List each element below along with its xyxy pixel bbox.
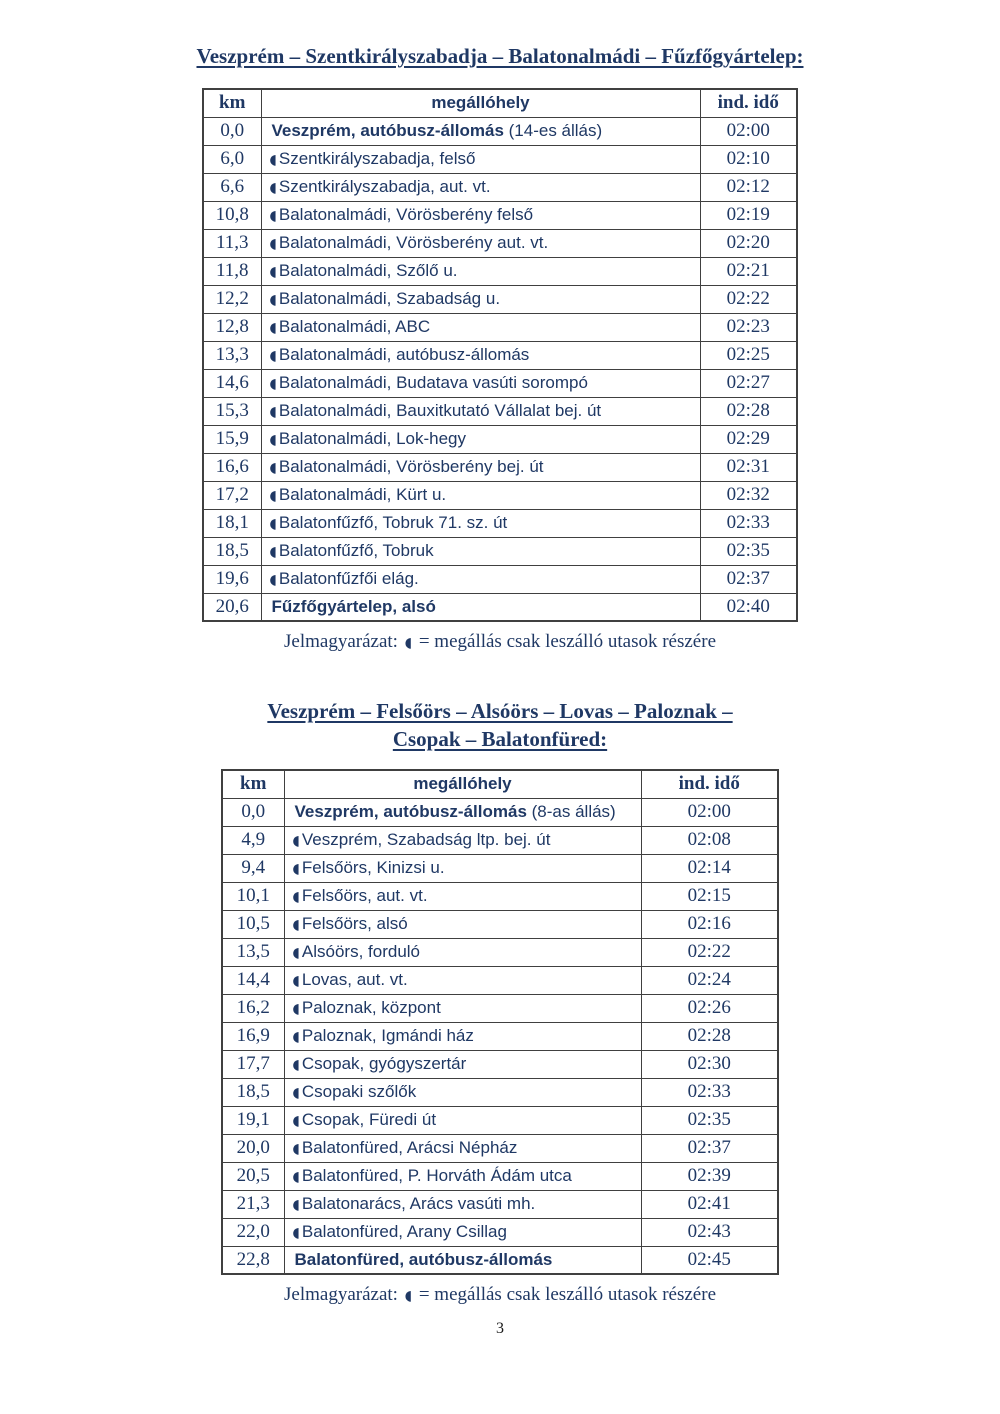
km-value: 0,0 [222,798,284,826]
stop-name: Balatonfűzfő, Tobruk 71. sz. út [278,513,508,532]
alight-only-icon: ◖ [269,292,277,308]
departure-time: 02:33 [700,509,797,537]
stop-cell [261,537,700,565]
alight-only-icon: ◖ [269,488,277,504]
km-value: 19,1 [222,1106,284,1134]
col-header-stop: megállóhely [284,770,641,798]
stop-cell [261,257,700,285]
departure-time: 02:41 [641,1190,778,1218]
km-value: 11,8 [203,257,261,285]
col-header-time: ind. idő [700,89,797,117]
departure-time: 02:00 [641,798,778,826]
km-value: 10,1 [222,882,284,910]
table-row [203,565,797,593]
timetable-table [202,88,798,622]
alight-only-icon: ◖ [269,432,277,448]
departure-time: 02:21 [700,257,797,285]
km-value: 17,2 [203,481,261,509]
departure-time: 02:22 [700,285,797,313]
km-value: 12,8 [203,313,261,341]
stop-name: Balatonalmádi, Vörösberény bej. út [278,457,544,476]
departure-time: 02:28 [641,1022,778,1050]
departure-time: 02:12 [700,173,797,201]
stop-note: (14-es állás) [503,121,603,140]
stop-name: Felsőörs, alsó [301,914,408,933]
legend-text: = megállás csak leszálló utasok részére [418,1284,716,1305]
header-row [222,770,778,798]
km-value: 13,5 [222,938,284,966]
legend-label: Jelmagyarázat: [284,631,398,652]
table-row [203,285,797,313]
col-header-stop: megállóhely [261,89,700,117]
table-row [222,1134,778,1162]
stop-cell [284,1134,641,1162]
alight-only-icon: ◖ [292,1057,300,1073]
table-row [222,966,778,994]
departure-time: 02:37 [641,1134,778,1162]
alight-only-icon: ◖ [292,1141,300,1157]
km-value: 15,9 [203,425,261,453]
stop-name: Balatonalmádi, Szőlő u. [278,261,458,280]
departure-time: 02:10 [700,145,797,173]
stop-cell [261,285,700,313]
alight-only-icon: ◖ [269,516,277,532]
stop-cell [284,1246,641,1274]
departure-time: 02:43 [641,1218,778,1246]
departure-time: 02:31 [700,453,797,481]
stop-name: Felsőörs, aut. vt. [301,886,428,905]
stop-cell [261,565,700,593]
departure-time: 02:35 [641,1106,778,1134]
departure-time: 02:28 [700,397,797,425]
stop-cell [261,481,700,509]
km-value: 14,6 [203,369,261,397]
departure-time: 02:25 [700,341,797,369]
col-header-time: ind. idő [641,770,778,798]
legend-label: Jelmagyarázat: [284,1284,398,1305]
km-value: 12,2 [203,285,261,313]
stop-cell [284,1022,641,1050]
stop-name: Veszprém, Szabadság ltp. bej. út [301,830,551,849]
departure-time: 02:22 [641,938,778,966]
page-number: 3 [496,1320,504,1337]
alight-only-icon: ◖ [269,180,277,196]
stop-cell [284,798,641,826]
stop-cell [261,117,700,145]
stop-name: Felsőörs, Kinizsi u. [301,858,445,877]
stop-note: (8-as állás) [526,802,616,821]
table-row [222,1050,778,1078]
stop-cell [284,1162,641,1190]
table-row [222,1106,778,1134]
alight-only-icon: ◖ [292,1169,300,1185]
departure-time: 02:29 [700,425,797,453]
table-row [203,313,797,341]
table-row [222,994,778,1022]
km-value: 11,3 [203,229,261,257]
alight-only-icon: ◖ [269,460,277,476]
table-row [203,509,797,537]
timetable-table [221,769,779,1275]
stop-name: Paloznak, központ [301,998,441,1017]
alight-only-icon: ◖ [292,833,300,849]
departure-time: 02:00 [700,117,797,145]
alight-only-icon: ◖ [292,917,300,933]
km-value: 20,5 [222,1162,284,1190]
departure-time: 02:14 [641,854,778,882]
stop-name: Balatonfűzfői elág. [278,569,419,588]
table-row [222,910,778,938]
table-row [222,1078,778,1106]
stop-name: Balatonarács, Arács vasúti mh. [301,1194,536,1213]
alight-only-icon: ◖ [292,945,300,961]
stop-cell [284,1078,641,1106]
table-row [203,201,797,229]
km-value: 21,3 [222,1190,284,1218]
table-row [203,117,797,145]
table-row [203,481,797,509]
departure-time: 02:33 [641,1078,778,1106]
stop-name: Balatonalmádi, autóbusz-állomás [278,345,530,364]
km-value: 4,9 [222,826,284,854]
stop-cell [261,453,700,481]
table-row [222,882,778,910]
stop-cell [284,882,641,910]
stop-name: Lovas, aut. vt. [301,970,408,989]
departure-time: 02:45 [641,1246,778,1274]
km-value: 10,8 [203,201,261,229]
stop-name: Balatonfűzfő, Tobruk [278,541,434,560]
stop-name: Csopak, Füredi út [301,1110,437,1129]
table-row [222,854,778,882]
route-title [0,697,1000,753]
col-header-km: km [203,89,261,117]
table-row [203,425,797,453]
alight-only-icon: ◖ [292,973,300,989]
departure-time: 02:40 [700,593,797,621]
stop-cell [261,369,700,397]
departure-time: 02:26 [641,994,778,1022]
stop-cell [261,425,700,453]
stop-cell [284,826,641,854]
km-value: 13,3 [203,341,261,369]
departure-time: 02:32 [700,481,797,509]
departure-time: 02:19 [700,201,797,229]
stop-cell [261,593,700,621]
stop-name: Balatonalmádi, Vörösberény felső [278,205,534,224]
legend-line [0,1283,1000,1308]
stop-name: Szentkirályszabadja, aut. vt. [278,177,491,196]
stop-name: Balatonalmádi, Kürt u. [278,485,447,504]
departure-time: 02:16 [641,910,778,938]
table-row [222,1218,778,1246]
stop-cell [284,1218,641,1246]
stop-name: Csopak, gyógyszertár [301,1054,467,1073]
table-row [203,593,797,621]
route-section-2 [0,697,1000,1308]
alight-only-icon: ◖ [269,152,277,168]
stop-cell [261,145,700,173]
stop-cell [261,201,700,229]
table-row [203,537,797,565]
km-value: 19,6 [203,565,261,593]
table-row [203,341,797,369]
alight-only-icon: ◖ [292,1113,300,1129]
legend-text: = megállás csak leszálló utasok részére [418,631,716,652]
stop-cell [284,1106,641,1134]
stop-name: Szentkirályszabadja, felső [278,149,476,168]
stop-name: Alsóörs, forduló [301,942,421,961]
stop-cell [261,341,700,369]
km-value: 18,5 [222,1078,284,1106]
stop-name: Balatonalmádi, Lok-hegy [278,429,467,448]
header-row [203,89,797,117]
alight-only-icon: ◖ [404,1288,413,1304]
table-row [222,1246,778,1274]
stop-name: Paloznak, Igmándi ház [301,1026,474,1045]
stop-cell [284,1190,641,1218]
km-value: 18,1 [203,509,261,537]
table-row [203,369,797,397]
table-row [222,826,778,854]
km-value: 17,7 [222,1050,284,1078]
departure-time: 02:08 [641,826,778,854]
table-row [203,229,797,257]
table-row [222,938,778,966]
km-value: 9,4 [222,854,284,882]
km-value: 0,0 [203,117,261,145]
table-row [222,1022,778,1050]
stop-cell [284,910,641,938]
departure-time: 02:15 [641,882,778,910]
alight-only-icon: ◖ [269,236,277,252]
stop-cell [284,854,641,882]
table-body [222,798,778,1274]
alight-only-icon: ◖ [269,572,277,588]
table-row [222,1190,778,1218]
legend-line [0,630,1000,655]
stop-cell [261,509,700,537]
stop-name: Veszprém, autóbusz-állomás [294,802,527,821]
alight-only-icon: ◖ [269,376,277,392]
km-value: 16,9 [222,1022,284,1050]
stop-name: Veszprém, autóbusz-állomás [271,121,504,140]
alight-only-icon: ◖ [292,1001,300,1017]
stop-name: Balatonalmádi, Vörösberény aut. vt. [278,233,549,252]
stop-cell [261,229,700,257]
departure-time: 02:39 [641,1162,778,1190]
table-body [203,117,797,621]
alight-only-icon: ◖ [269,544,277,560]
alight-only-icon: ◖ [269,320,277,336]
table-row [203,173,797,201]
alight-only-icon: ◖ [292,1225,300,1241]
km-value: 22,0 [222,1218,284,1246]
alight-only-icon: ◖ [404,635,413,651]
km-value: 18,5 [203,537,261,565]
departure-time: 02:27 [700,369,797,397]
alight-only-icon: ◖ [269,208,277,224]
km-value: 6,0 [203,145,261,173]
stop-cell [261,173,700,201]
stop-name: Balatonalmádi, Budatava vasúti sorompó [278,373,588,392]
route-title-line: Veszprém – Szentkirályszabadja – Balatonalmádi – Fűzfőgyártelep: [196,44,804,68]
alight-only-icon: ◖ [269,264,277,280]
route-title [0,42,1000,70]
km-value: 20,0 [222,1134,284,1162]
stop-name: Balatonfüred, P. Horváth Ádám utca [301,1166,572,1185]
alight-only-icon: ◖ [292,1085,300,1101]
table-row [203,257,797,285]
km-value: 22,8 [222,1246,284,1274]
table-row [222,1162,778,1190]
table-row [222,798,778,826]
km-value: 16,2 [222,994,284,1022]
departure-time: 02:30 [641,1050,778,1078]
stop-name: Fűzfőgyártelep, alsó [271,596,436,616]
departure-time: 02:37 [700,565,797,593]
table-row [203,453,797,481]
alight-only-icon: ◖ [292,889,300,905]
stop-cell [261,313,700,341]
km-value: 10,5 [222,910,284,938]
table-row [203,145,797,173]
alight-only-icon: ◖ [269,348,277,364]
stop-cell [284,966,641,994]
stop-name: Balatonalmádi, ABC [278,317,431,336]
stop-name: Balatonalmádi, Szabadság u. [278,289,501,308]
alight-only-icon: ◖ [292,861,300,877]
alight-only-icon: ◖ [292,1029,300,1045]
route-title-line: Csopak – Balatonfüred: [392,727,608,751]
stop-cell [284,994,641,1022]
stop-name: Balatonfüred, autóbusz-állomás [294,1249,553,1269]
km-value: 16,6 [203,453,261,481]
alight-only-icon: ◖ [269,404,277,420]
km-value: 14,4 [222,966,284,994]
stop-cell [261,397,700,425]
stop-name: Balatonalmádi, Bauxitkutató Vállalat bej. út [278,401,602,420]
stop-name: Balatonfüred, Arácsi Népház [301,1138,518,1157]
departure-time: 02:35 [700,537,797,565]
col-header-km: km [222,770,284,798]
departure-time: 02:23 [700,313,797,341]
alight-only-icon: ◖ [292,1197,300,1213]
table-row [203,397,797,425]
stop-name: Csopaki szőlők [301,1082,417,1101]
stop-name: Balatonfüred, Arany Csillag [301,1222,507,1241]
stop-cell [284,1050,641,1078]
route-section-1 [0,42,1000,655]
km-value: 6,6 [203,173,261,201]
departure-time: 02:24 [641,966,778,994]
km-value: 20,6 [203,593,261,621]
stop-cell [284,938,641,966]
departure-time: 02:20 [700,229,797,257]
km-value: 15,3 [203,397,261,425]
route-title-line: Veszprém – Felsőörs – Alsóörs – Lovas – Paloznak – [267,699,733,723]
